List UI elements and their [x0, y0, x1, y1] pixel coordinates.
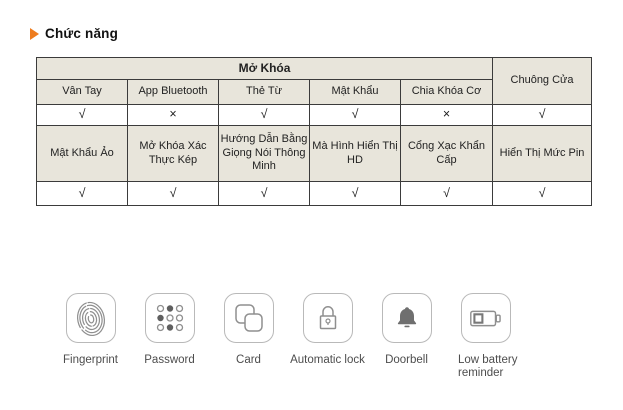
- feature-label: Low battery reminder: [458, 354, 518, 380]
- feature-password: [130, 293, 209, 380]
- extra-feature-cell: Mà Hình Hiển Thị HD: [310, 126, 401, 182]
- extra-feature-cell: Mật Khẩu Ảo: [37, 126, 128, 182]
- doorbell-icon: [382, 293, 432, 343]
- table-row-values-1: [37, 105, 592, 126]
- value-cell: √: [37, 105, 128, 126]
- low-battery-icon: [461, 293, 511, 343]
- unlock-method-cell: Vân Tay: [37, 80, 128, 105]
- unlock-method-cell: Mật Khẩu: [310, 80, 401, 105]
- section-title: Chức năng: [45, 26, 119, 41]
- extra-feature-cell: Hiển Thị Mức Pin: [493, 126, 592, 182]
- unlock-group-header-cell: Mở Khóa: [37, 58, 493, 80]
- value-cell: √: [401, 182, 493, 206]
- feature-card: [209, 293, 288, 380]
- section-header: [30, 26, 118, 41]
- password-keypad-icon: [145, 293, 195, 343]
- extra-feature-cell: Cổng Xạc Khẩn Cấp: [401, 126, 493, 182]
- table-row-group-header: [37, 58, 592, 80]
- value-cell: ×: [128, 105, 219, 126]
- feature-label: Automatic lock: [290, 354, 365, 366]
- features-table: [36, 57, 592, 206]
- section-marker-icon: [30, 28, 39, 40]
- table-row-extra-features: [37, 126, 592, 182]
- value-cell: √: [219, 105, 310, 126]
- feature-automatic-lock: [288, 293, 367, 380]
- value-cell: √: [493, 105, 592, 126]
- feature-label: Password: [144, 354, 195, 366]
- value-cell: √: [37, 182, 128, 206]
- unlock-method-cell: Thẻ Từ: [219, 80, 310, 105]
- feature-icons-row: [51, 293, 525, 380]
- unlock-method-cell: App Bluetooth: [128, 80, 219, 105]
- value-cell: ×: [401, 105, 493, 126]
- value-cell: √: [310, 182, 401, 206]
- feature-doorbell: [367, 293, 446, 380]
- card-icon: [224, 293, 274, 343]
- value-cell: √: [219, 182, 310, 206]
- value-cell: √: [128, 182, 219, 206]
- extra-feature-cell: Hướng Dẫn Bằng Giọng Nói Thông Minh: [219, 126, 310, 182]
- doorbell-header-cell: Chuông Cửa: [493, 58, 592, 105]
- feature-label: Card: [236, 354, 261, 366]
- lock-icon: [303, 293, 353, 343]
- feature-label: Fingerprint: [63, 354, 118, 366]
- feature-low-battery: [446, 293, 525, 380]
- extra-feature-cell: Mở Khóa Xác Thực Kép: [128, 126, 219, 182]
- unlock-method-cell: Chia Khóa Cơ: [401, 80, 493, 105]
- feature-fingerprint: [51, 293, 130, 380]
- table-row-values-2: [37, 182, 592, 206]
- fingerprint-icon: [66, 293, 116, 343]
- value-cell: √: [493, 182, 592, 206]
- feature-label: Doorbell: [385, 354, 428, 366]
- value-cell: √: [310, 105, 401, 126]
